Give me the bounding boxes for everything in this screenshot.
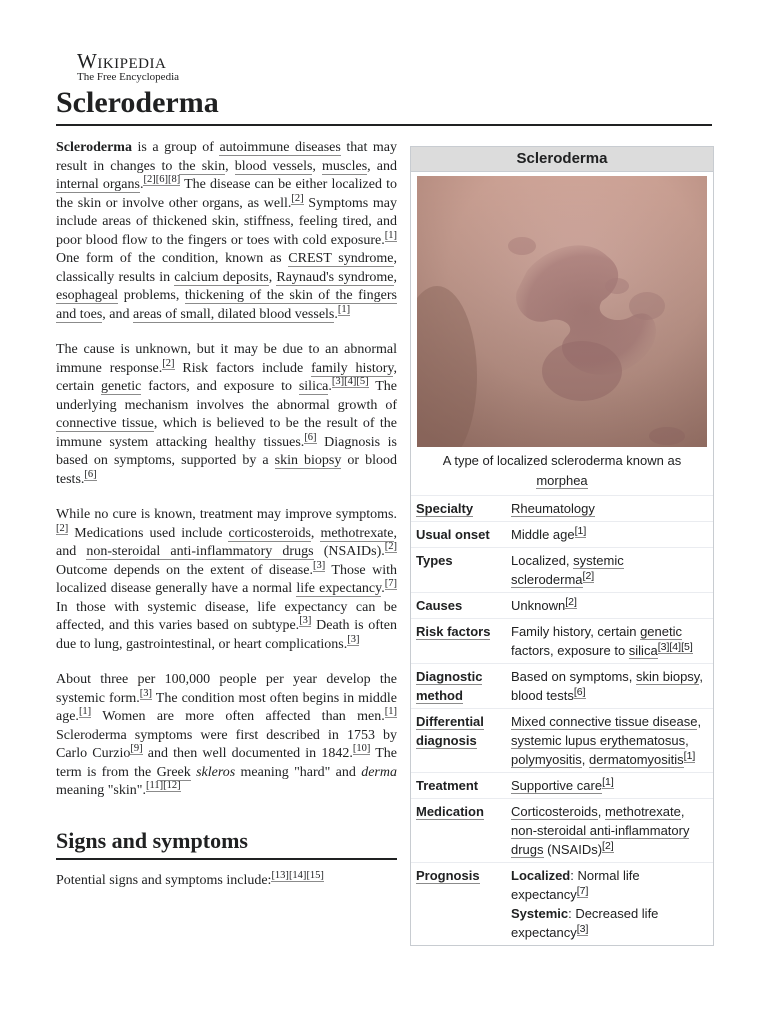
link-raynauds-syndrome[interactable]: Raynaud's syndrome [276, 269, 394, 285]
link-sle[interactable]: systemic lupus erythematosus [511, 733, 686, 748]
link-connective-tissue[interactable]: connective tissue [56, 416, 154, 431]
paragraph-treatment: While no cure is known, treatment may improve symptoms.[2] Medications used include corticosteroids, methotrexate, and non-steroidal anti-inflammatory drugs (NSAIDs).[2] Outcome depends on the extent of disease.[3] Those with localized disease generally have a normal life expectancy.[7] In those with systemic disease, life expectancy can be affected, and this varies based on subtype.[3] Death is often due to lung, gastrointestinal, or heart complications.[3] [56, 507, 398, 652]
infobox-row-usual-onset: Usual onset Middle age[1] [411, 522, 713, 548]
link-methotrexate[interactable]: methotrexate [320, 525, 394, 541]
infobox-row-specialty [411, 496, 713, 522]
link-life-expectancy[interactable]: life expectancy [296, 581, 382, 596]
infobox-label-diagnostic-method[interactable]: Diagnostic method [416, 669, 483, 703]
link-genetic[interactable]: genetic [100, 379, 142, 394]
paragraph-signs: Potential signs and symptoms include:[13][14][15] [56, 869, 324, 888]
link-ib-skin-biopsy[interactable]: skin biopsy [636, 669, 700, 684]
link-family-history[interactable]: family history [311, 360, 394, 376]
link-dilated-blood-vessels[interactable]: areas of small, dilated blood vessels [132, 306, 335, 322]
link-calcium-deposits[interactable]: calcium deposits [174, 269, 269, 285]
link-rheumatology[interactable]: Rheumatology [511, 501, 595, 516]
infobox-title: Scleroderma [411, 147, 713, 172]
link-silica[interactable]: silica [298, 379, 329, 394]
infobox-row-causes: Causes Unknown[2] [411, 593, 713, 619]
paragraph-cause: The cause is unknown, but it may be due to an abnormal immune response.[2] Risk factors include family history, certain genetic factors, and exposure to silica.[3][4][5] The underlying mechanism involves the abnormal growth of connective tissue, which is believed to be the result of the immune system attacking healthy tissues.[6] Diagnosis is based on symptoms, supported by a skin biopsy or blood tests.[6] [56, 342, 398, 487]
infobox-row-treatment: Treatment Supportive care[1] [411, 773, 713, 799]
link-thickening-skin[interactable]: thickening of the skin of the fingers and toes [56, 288, 398, 322]
site-name: Wikipedia [77, 49, 167, 73]
link-internal-organs[interactable]: internal organs [56, 177, 140, 192]
link-nsaids[interactable]: non-steroidal anti-inflammatory drugs [86, 544, 314, 559]
infobox-row-medication: Medication Corticosteroids, methotrexate, non-steroidal anti-inflammatory drugs (NSAIDs)[2] [411, 799, 713, 863]
morphea-photo[interactable] [417, 176, 707, 447]
link-morphea[interactable]: morphea [536, 473, 588, 488]
link-supportive-care[interactable]: Supportive care [511, 778, 603, 793]
link-ib-corticosteroids[interactable]: Corticosteroids [511, 804, 598, 819]
link-esophageal[interactable]: esophageal [56, 288, 119, 303]
link-ib-silica[interactable]: silica [628, 643, 658, 658]
infobox-label-medication[interactable]: Medication [416, 804, 484, 819]
infobox-row-differential-diagnosis: Differential diagnosis Mixed connective tissue disease, systemic lupus erythematosus, polymyositis, dermatomyositis[1] [411, 709, 713, 773]
infobox-label-prognosis[interactable]: Prognosis [416, 868, 480, 883]
infobox-label-specialty[interactable]: Specialty [416, 501, 474, 516]
infobox-row-types: Types Localized, systemic scleroderma[2] [411, 548, 713, 593]
wikipedia-logo[interactable] [77, 50, 179, 83]
link-autoimmune-diseases[interactable]: autoimmune diseases [219, 140, 341, 155]
link-skin-biopsy[interactable]: skin biopsy [274, 453, 342, 468]
infobox-label-usual-onset: Usual onset [416, 527, 490, 542]
site-tagline: The Free Encyclopedia [77, 71, 180, 83]
link-systemic-scleroderma[interactable]: systemic scleroderma [511, 553, 624, 587]
link-ib-genetic[interactable]: genetic [640, 624, 682, 639]
link-skin[interactable]: the skin [178, 158, 226, 174]
link-greek[interactable]: Greek [156, 764, 191, 780]
infobox-label-risk-factors[interactable]: Risk factors [416, 624, 491, 639]
link-crest-syndrome[interactable]: CREST syndrome [288, 251, 394, 266]
infobox-label-causes: Causes [416, 598, 463, 613]
link-blood-vessels[interactable]: blood vessels [234, 158, 313, 174]
infobox-label-differential-diagnosis[interactable]: Differential diagnosis [416, 714, 484, 748]
link-mctd[interactable]: Mixed connective tissue disease [511, 714, 698, 729]
infobox-label-treatment: Treatment [416, 778, 479, 793]
link-ib-methotrexate[interactable]: methotrexate [604, 804, 681, 819]
link-muscles[interactable]: muscles [322, 158, 368, 174]
section-heading-signs-symptoms: Signs and symptoms [56, 827, 397, 860]
infobox-image-caption: A type of localized scleroderma known as morphea [411, 447, 713, 496]
paragraph-intro: Scleroderma is a group of autoimmune diseases that may result in changes to the skin, blood vessels, muscles, and internal organs.[2][6][8] The disease can be either localized to the skin or involve other organs, as well.[2] Symptoms may include areas of thickened skin, stiffness, feeling tired, and poor blood flow to the fingers or toes with cold exposure.[1] One form of the condition, known as CREST syndrome, classically results in calcium deposits, Raynaud's syndrome, esophageal problems, thickening of the skin of the fingers and toes, and areas of small, dilated blood vessels.[1] [56, 140, 398, 322]
link-corticosteroids[interactable]: corticosteroids [228, 525, 311, 541]
infobox-row-risk-factors: Risk factors Family history, certain genetic factors, exposure to silica[3][4][5] [411, 619, 713, 664]
link-dermatomyositis[interactable]: dermatomyositis [589, 752, 684, 767]
infobox-row-diagnostic-method: Diagnostic method Based on symptoms, skin biopsy, blood tests[6] [411, 664, 713, 709]
infobox-label-types: Types [416, 553, 453, 568]
infobox-row-prognosis: Prognosis Localized: Normal life expectancy[7] Systemic: Decreased life expectancy[3] [416, 868, 659, 940]
paragraph-epidemiology: About three per 100,000 people per year develop the systemic form.[3] The condition most often begins in middle age.[1] Women are more often affected than men.[1] Scleroderma symptoms were first described in 1753 by Carlo Curzio[9] and then well documented in 1842.[10] The term is from the Greek skleros meaning "hard" and derma meaning "skin".[11][12] [56, 672, 398, 798]
link-polymyositis[interactable]: polymyositis [511, 752, 582, 767]
article-body [56, 139, 397, 907]
page-title: Scleroderma [56, 84, 712, 126]
infobox [410, 146, 714, 946]
link-ib-nsaids[interactable]: non-steroidal anti-inflammatory drugs [511, 823, 690, 857]
